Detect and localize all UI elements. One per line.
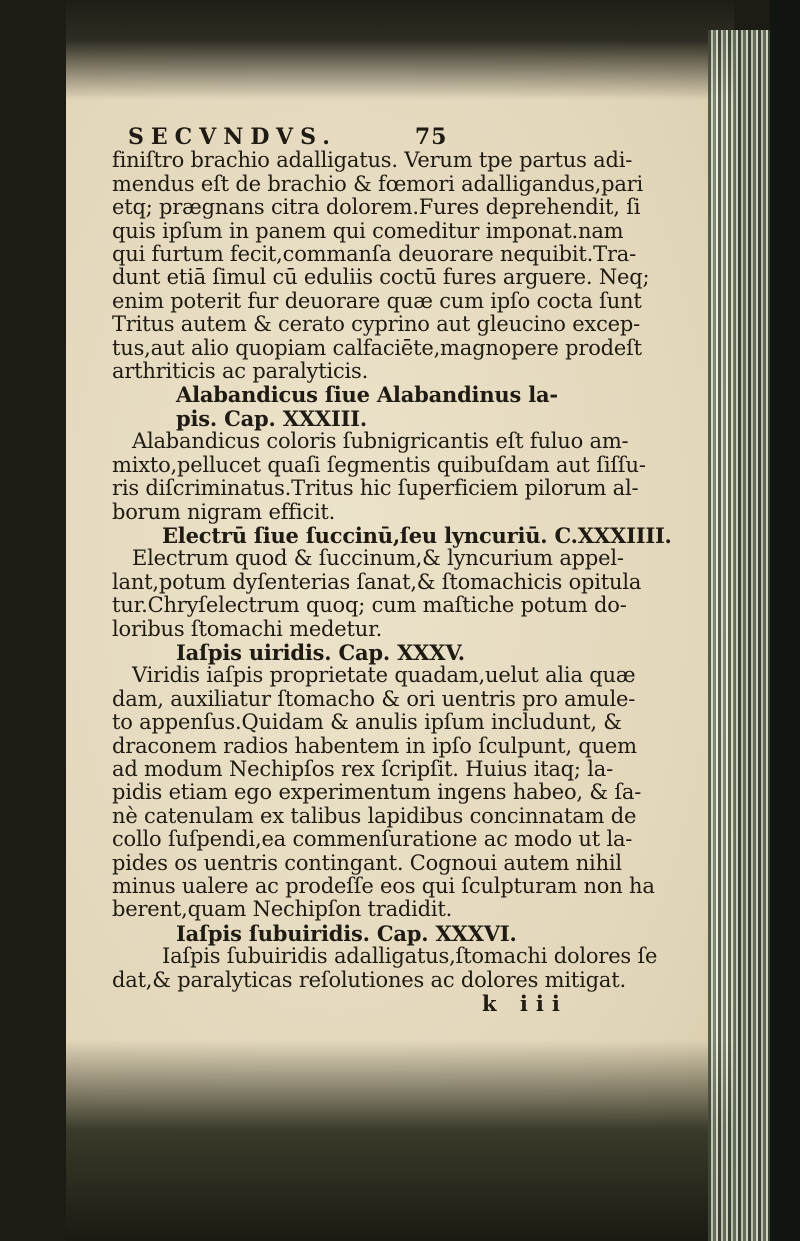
text-line: quis ipſum in panem qui comeditur imponat.nam (112, 218, 624, 243)
text-line: Viridis iaſpis proprietate quadam,uelut alia quæ (132, 663, 636, 688)
text-line: mixto,pellucet quaſi ſegmentis quibuſdam aut ſiſſu- (112, 452, 646, 477)
chapter-heading: Electrū ſiue ſuccinū,ſeu lyncuriū. C.XXXIIII. (162, 522, 672, 548)
chapter-heading: Iaſpis uiridis. Cap. XXXV. (176, 639, 465, 665)
chapter-heading: pis. Cap. XXXIII. (176, 405, 367, 431)
text-line: Alabandicus coloris ſubnigricantis eſt fuluo am- (132, 429, 629, 454)
text-line: etq; prægnans citra dolorem.Fures deprehendit, ſi (112, 195, 641, 220)
bottom-edge-shadow (66, 1040, 734, 1241)
text-line: dam, auxiliatur ſtomacho & ori uentris pro amule- (112, 686, 636, 711)
running-header (112, 126, 712, 149)
text-line: qui furtum fecit,commanſa deuorare nequibit.Tra- (112, 242, 636, 267)
text-line: Electrum quod & ſuccinum,& lyncurium appel- (132, 546, 624, 571)
text-line: nè catenulam ex talibus lapidibus concinnatam de (112, 803, 637, 828)
signature-mark: k iii (482, 991, 568, 1017)
text-line: minus ualere ac prodeſſe eos qui ſculpturam non ha (112, 874, 655, 898)
text-line: Iaſpis ſubuiridis adalligatus,ſtomachi dolores ſe (162, 944, 658, 969)
page-number: 75 (414, 124, 448, 150)
top-edge-shadow (66, 0, 734, 100)
text-line: Tritus autem & cerato cyprino aut gleucino excep- (112, 312, 641, 337)
text-line: collo ſuſpendi,ea commenſuratione ac modo ut la- (112, 827, 633, 852)
text-line: borum nigram efficit. (112, 499, 336, 524)
text-line: ris diſcriminatus.Tritus hic ſuperficiem pilorum al- (112, 476, 639, 501)
text-line: tur.Chryſelectrum quoq; cum maſtiche potum do- (112, 593, 627, 618)
chapter-heading: Iaſpis ſubuiridis. Cap. XXXVI. (176, 920, 517, 946)
text-line: tus,aut alio quopiam calfaciēte,magnopere prodeſt (112, 335, 642, 360)
text-line: ad modum Nechipſos rex ſcripſit. Huius itaq; la- (112, 756, 613, 781)
text-line: to appenſus.Quidam & anulis ipſum includunt, & (112, 710, 622, 735)
text-line: lant,potum dyſenterias ſanat,& ſtomachicis opitula (112, 569, 642, 594)
text-line: dat,& paralyticas reſolutiones ac dolores mitigat. (112, 967, 626, 992)
running-title: SECVNDVS. (128, 124, 337, 150)
text-line: pides os uentris contingant. Cognoui autem nihil (112, 850, 622, 875)
chapter-heading: Alabandicus ſiue Alabandinus la- (176, 382, 558, 408)
text-line: loribus ſtomachi medetur. (112, 616, 383, 641)
text-line: berent,quam Nechipſon tradidit. (112, 897, 453, 922)
text-line: arthriticis ac paralyticis. (112, 359, 369, 384)
text-line: pidis etiam ego experimentum ingens habeo, & ſa- (112, 780, 642, 805)
text-line: finiſtro brachio adalligatus. Verum tpe partus adi- (112, 148, 633, 173)
page-text (112, 126, 712, 1015)
text-line: mendus eſt de brachio & fœmori adalligandus,pari (112, 171, 644, 196)
text-line: dunt etiā ſimul cū eduliis coctū fures arguere. Neq; (112, 265, 650, 290)
right-dark-margin (770, 0, 800, 1241)
text-line: enim poterit fur deuorare quæ cum ipſo cocta ſunt (112, 288, 642, 313)
text-line: draconem radios habentem in ipſo ſculpunt, quem (112, 733, 637, 758)
